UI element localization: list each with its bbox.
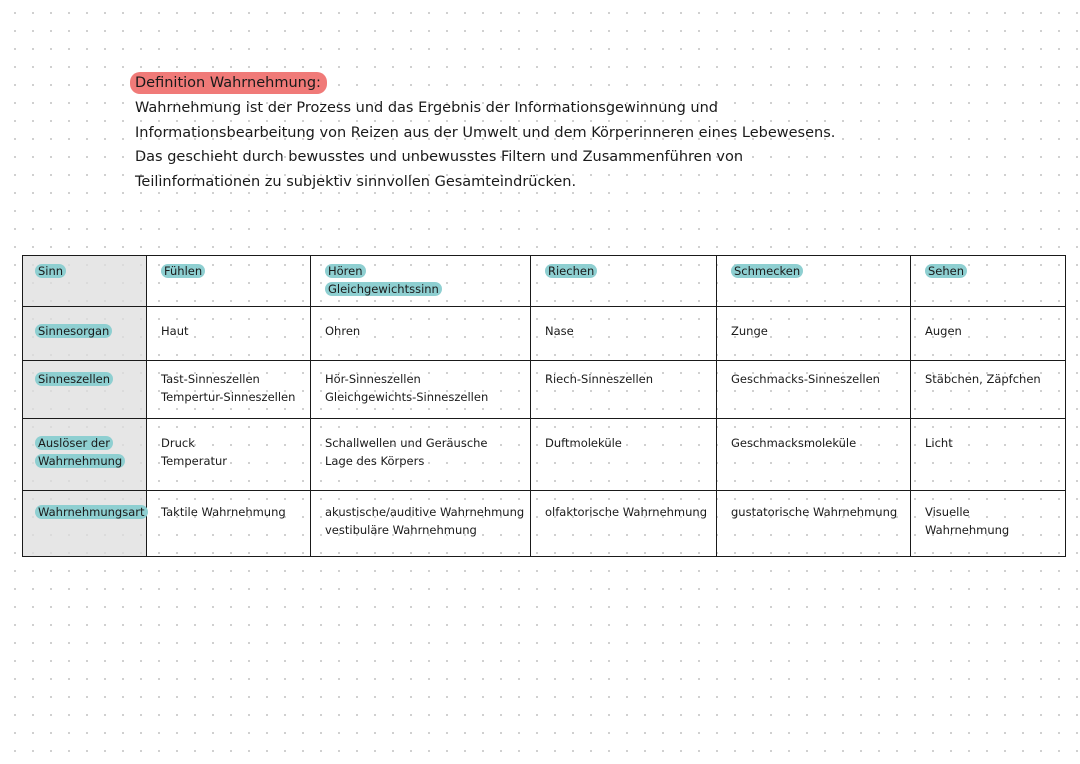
table-cell — [717, 256, 911, 307]
cell-line: Tast-Sinneszellen — [161, 372, 260, 386]
table-cell: Riech-Sinneszellen — [531, 361, 717, 419]
table-row-sinn — [23, 256, 1066, 307]
table-row-ausloeser — [23, 419, 1066, 491]
row-header-sinnesorgan — [23, 307, 147, 361]
table-cell — [311, 361, 531, 419]
cell-line: Lage des Körpers — [325, 454, 425, 468]
definition-line: Informationsbearbeitung von Reizen aus der Umwelt und dem Körperinneren eines Lebewesens. — [135, 124, 836, 141]
senses-table — [22, 255, 1066, 557]
cell-line: akustische/auditive Wahrnehmung — [325, 505, 525, 519]
cell-line: Druck — [161, 436, 195, 450]
table-cell — [311, 419, 531, 491]
table-cell: Zunge — [717, 307, 911, 361]
row-label: Auslöser der — [35, 436, 113, 450]
table-row-wahrnehmungsart — [23, 491, 1066, 557]
table-cell: Visuelle Wahrnehmung — [911, 491, 1066, 557]
definition-title: Definition Wahrnehmung: — [130, 72, 327, 94]
row-header-sinneszellen — [23, 361, 147, 419]
table-cell — [311, 491, 531, 557]
table-cell — [147, 419, 311, 491]
definition-line: Wahrnehmung ist der Prozess und das Ergebnis der Informationsgewinnung und — [135, 100, 719, 116]
sense-label: Riechen — [545, 264, 597, 278]
table-cell — [147, 256, 311, 307]
cell-line: vestibuläre Wahrnehmung — [325, 523, 477, 537]
row-label: Wahrnehmung — [35, 454, 125, 468]
table-cell: Geschmacksmoleküle — [717, 419, 911, 491]
table-row-sinneszellen — [23, 361, 1066, 419]
row-header-ausloeser — [23, 419, 147, 491]
cell-line: Gleichgewichts-Sinneszellen — [325, 390, 489, 404]
table-cell — [147, 361, 311, 419]
table-cell — [911, 256, 1066, 307]
table-cell — [311, 256, 531, 307]
sense-label: Hören — [325, 264, 366, 278]
table-cell: Stäbchen, Zäpfchen — [911, 361, 1066, 419]
row-label: Wahrnehmungsart — [35, 505, 148, 519]
table-cell: Nase — [531, 307, 717, 361]
sense-label: Fühlen — [161, 264, 205, 278]
table-cell: Ohren — [311, 307, 531, 361]
table-cell: Duftmoleküle — [531, 419, 717, 491]
row-header-sinn — [23, 256, 147, 307]
cell-line: Temperatur — [161, 454, 228, 468]
sense-label: Sehen — [925, 264, 967, 278]
cell-line: Hör-Sinneszellen — [325, 372, 421, 386]
table-row-sinnesorgan — [23, 307, 1066, 361]
row-label: Sinnesorgan — [35, 324, 112, 338]
definition-line: Das geschieht durch bewusstes und unbewusstes Filtern und Zusammenführen von — [135, 149, 744, 165]
cell-line: Schallwellen und Geräusche — [325, 436, 488, 450]
definition-block — [130, 72, 930, 194]
cell-line: Tempertur-Sinneszellen — [161, 390, 296, 404]
row-label: Sinneszellen — [35, 372, 113, 386]
table-cell: Geschmacks-Sinneszellen — [717, 361, 911, 419]
table-cell: gustatorische Wahrnehmung — [717, 491, 911, 557]
table-cell: Licht — [911, 419, 1066, 491]
row-header-wahrnehmungsart — [23, 491, 147, 557]
sense-label: Gleichgewichtssinn — [325, 282, 442, 296]
sense-label: Schmecken — [731, 264, 803, 278]
definition-text — [130, 96, 930, 194]
table-cell: olfaktorische Wahrnehmung — [531, 491, 717, 557]
table-cell: Augen — [911, 307, 1066, 361]
row-label: Sinn — [35, 264, 66, 278]
table-cell: Haut — [147, 307, 311, 361]
table-cell: Taktile Wahrnehmung — [147, 491, 311, 557]
table-cell — [531, 256, 717, 307]
definition-line: Teilinformationen zu subjektiv sinnvollen Gesamteindrücken. — [135, 173, 577, 190]
